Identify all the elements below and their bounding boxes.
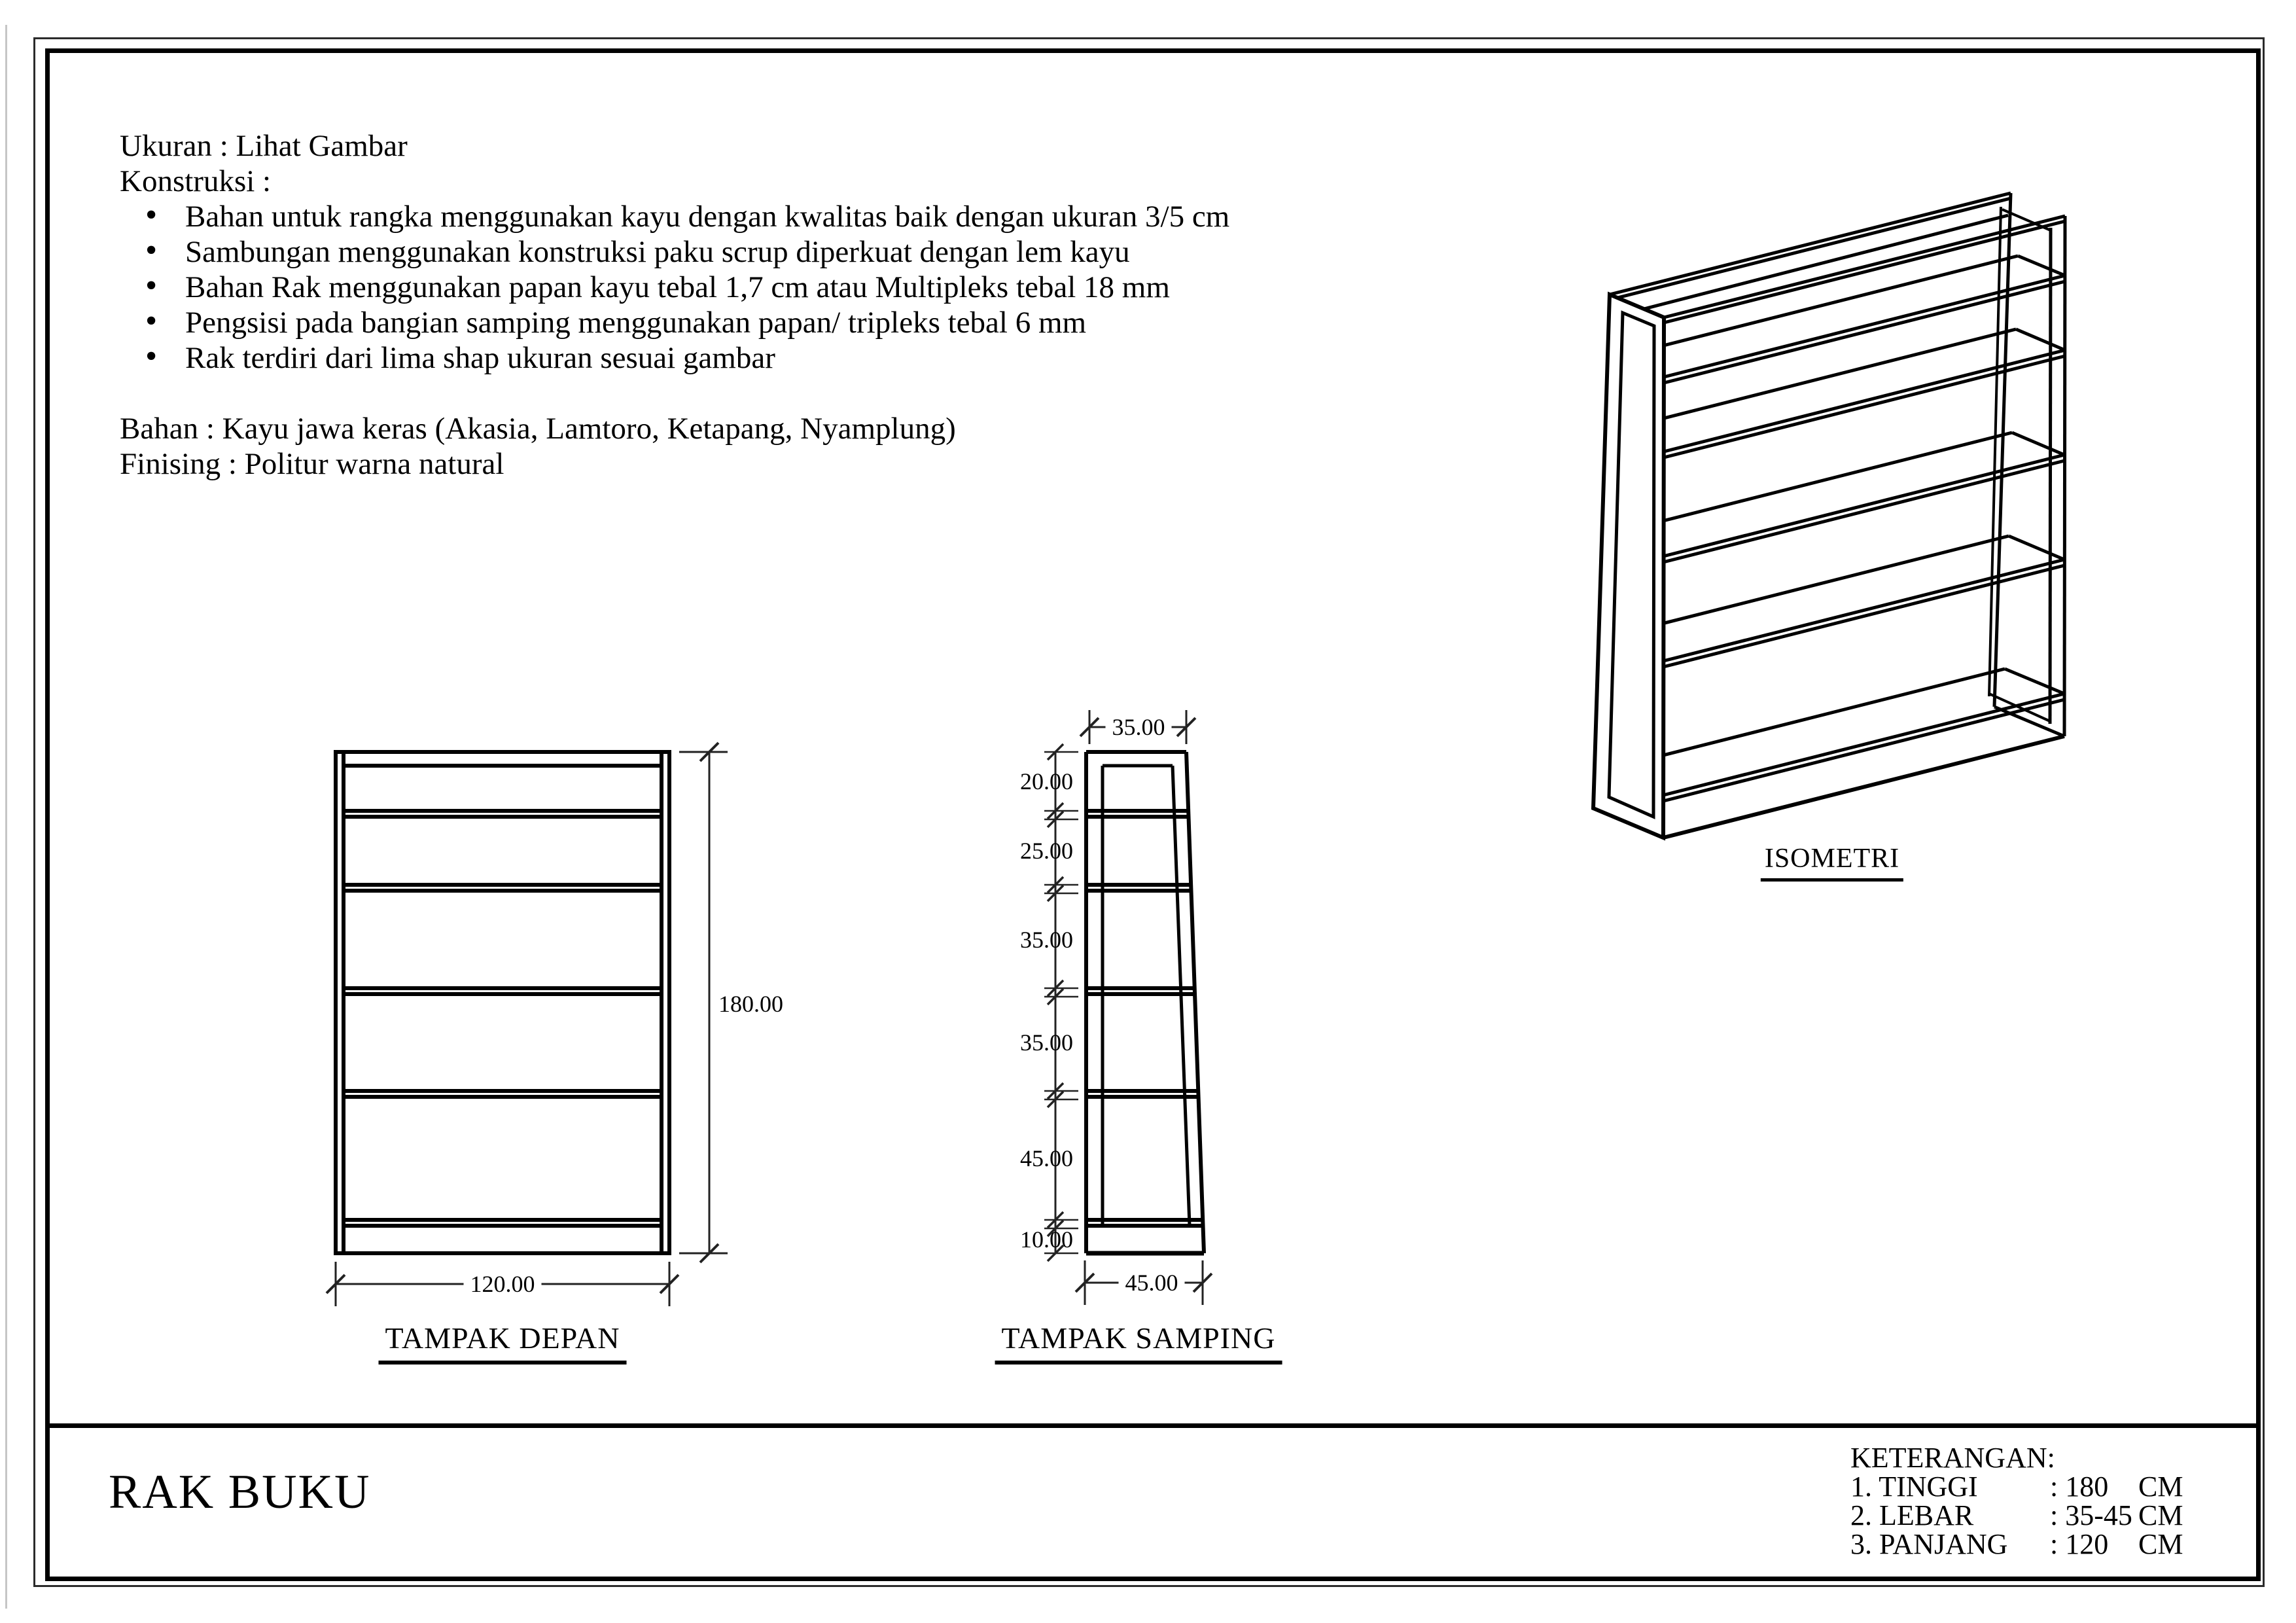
keterangan-title: KETERANGAN: [1850, 1442, 2055, 1474]
keterangan-row-value: : 120 [2050, 1528, 2109, 1560]
side-segment-dim-2: 25.00 [1020, 838, 1073, 864]
side-segment-dim-4: 35.00 [1020, 1029, 1073, 1056]
note-bullet-1: • Bahan untuk rangka menggunakan kayu dengan kwalitas baik dengan ukuran 3/5 cm [120, 199, 1232, 234]
keterangan-row [1850, 1501, 2183, 1530]
note-ukuran: Ukuran : Lihat Gambar [120, 129, 408, 163]
side-segment-dim-1: 20.00 [1020, 768, 1073, 794]
side-segment-dim-3: 35.00 [1020, 927, 1073, 953]
keterangan-row-unit: CM [2138, 1471, 2183, 1503]
keterangan-row-value: : 35-45 [2050, 1499, 2132, 1531]
keterangan-row-value: : 180 [2050, 1471, 2109, 1503]
note-finising: Finising : Politur warna natural [120, 447, 504, 481]
note-bullet-5: • Rak terdiri dari lima shap ukuran sesuai gambar [120, 340, 1232, 376]
side-segment-dim-6: 10.00 [1020, 1226, 1073, 1253]
keterangan-row-unit: CM [2138, 1528, 2183, 1560]
keterangan-row [1850, 1530, 2183, 1559]
front-view-title: TAMPAK DEPAN [379, 1321, 627, 1364]
note-bullet-3: • Bahan Rak menggunakan papan kayu tebal 1,7 cm atau Multipleks tebal 18 mm [120, 270, 1232, 305]
front-height-dimension: 180.00 [718, 991, 783, 1017]
front-width-dimension: 120.00 [464, 1270, 542, 1298]
keterangan-row-label: 3. PANJANG [1850, 1528, 2008, 1560]
iso-view-title: ISOMETRI [1761, 843, 1903, 882]
note-bullet-2: • Sambungan menggunakan konstruksi paku scrup diperkuat dengan lem kayu [120, 234, 1232, 270]
side-segment-dim-5: 45.00 [1020, 1145, 1073, 1171]
product-title: RAK BUKU [109, 1465, 371, 1519]
note-bahan: Bahan : Kayu jawa keras (Akasia, Lamtoro, Ketapang, Nyamplung) [120, 412, 956, 446]
keterangan-row-unit: CM [2138, 1499, 2183, 1531]
front-view-lines [336, 752, 669, 1253]
note-bullet-4: • Pengsisi pada bangian samping menggunakan papan/ tripleks tebal 6 mm [120, 305, 1232, 340]
iso-view-lines [1593, 193, 2065, 838]
side-view-lines [1086, 752, 1204, 1253]
side-top-width-dimension: 35.00 [1106, 713, 1172, 741]
keterangan-row-label: 1. TINGGI [1850, 1471, 1978, 1503]
keterangan-block [1850, 1444, 2183, 1559]
note-konstruksi: Konstruksi : [120, 164, 272, 198]
side-view-title: TAMPAK SAMPING [995, 1321, 1282, 1364]
side-bottom-width-dimension: 45.00 [1119, 1269, 1185, 1296]
keterangan-row [1850, 1472, 2183, 1501]
keterangan-row-label: 2. LEBAR [1850, 1499, 1974, 1531]
